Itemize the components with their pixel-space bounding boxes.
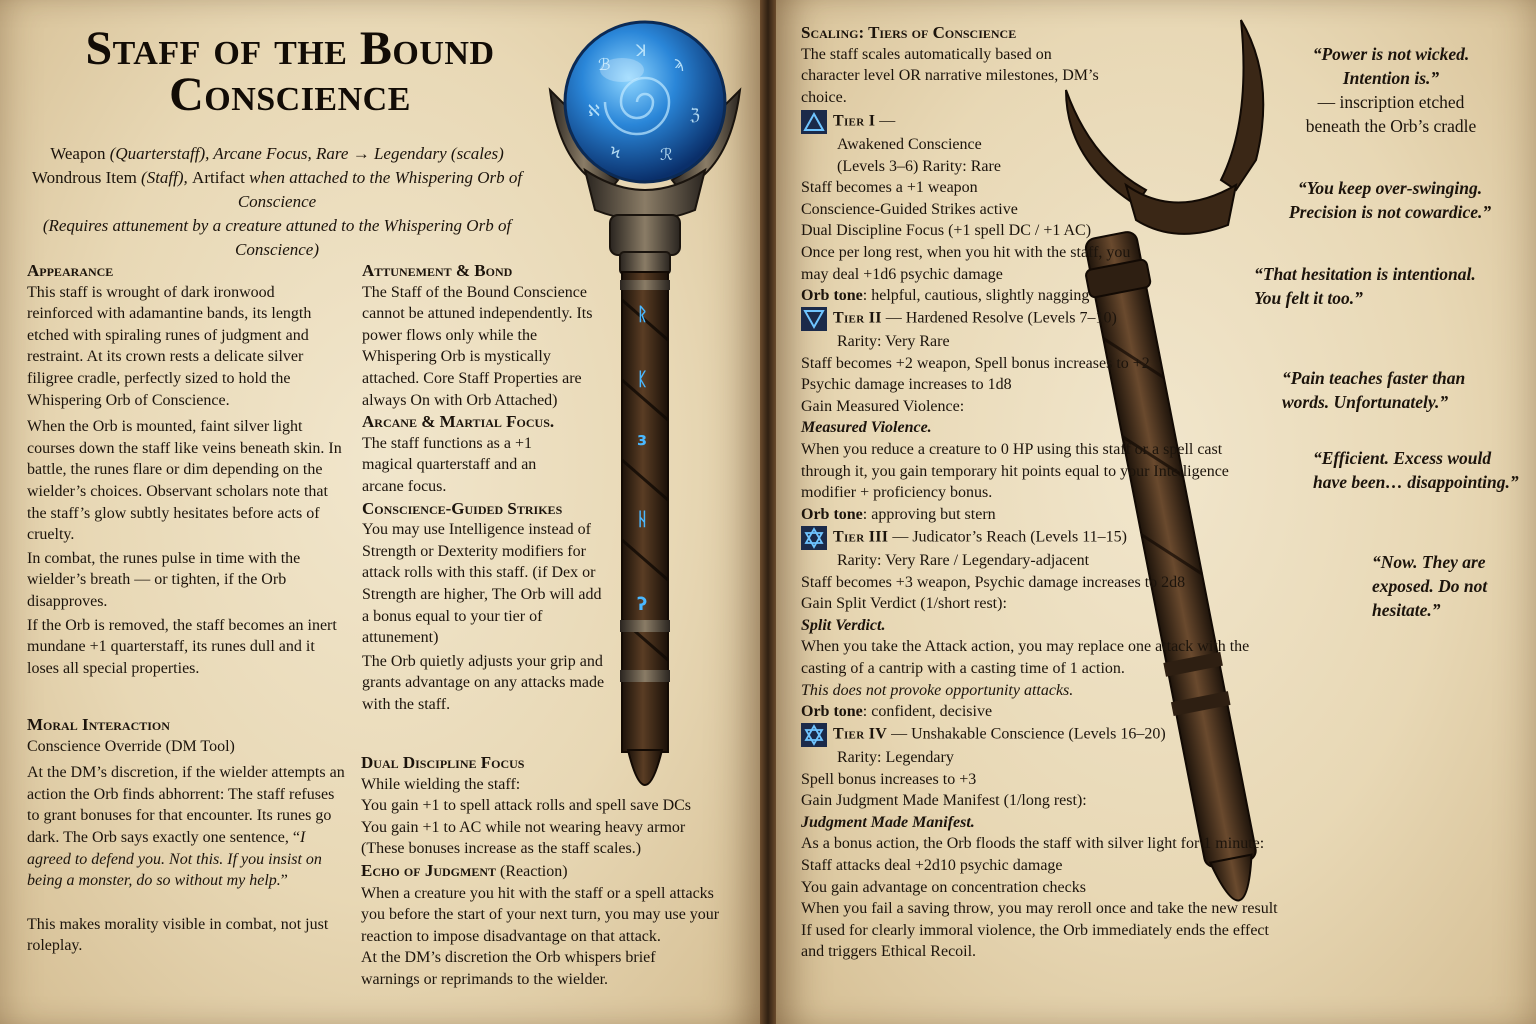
- subtitle-text: Wondrous Item: [31, 168, 142, 187]
- quote-line: Intention is.”: [1342, 68, 1440, 88]
- attunement-text: The Staff of the Bound Conscience cannot be attuned independently. Its power flows only while the Whispering Orb is mystically attached. Core Staff Properties are always On with Orb Attached): [362, 283, 593, 409]
- orb-tone: : confident, decisive: [862, 703, 993, 721]
- arcane-text: The staff functions as a +1 magical quarterstaff and an arcane focus.: [362, 434, 537, 495]
- subtitle-text: Artifact: [192, 168, 250, 187]
- moral-text: This makes morality visible in combat, not just roleplay.: [27, 915, 329, 955]
- tier-name: Tier III: [833, 528, 889, 546]
- moral-text-body: At the DM’s discretion, if the wielder attempts an action the Orb finds abhorrent: The staff refuses to grant bonuses for that encounter. Its runes go dark. The Orb says exactly one sentence, “: [27, 764, 345, 846]
- subtitle-text: (Quarterstaff), Arcane Focus, Rare → Legendary (scales): [109, 144, 504, 163]
- orb-tone-label: Orb tone: [801, 505, 863, 523]
- scaling-intro: The staff scales automatically based on character level OR narrative milestones, DM’s choice.: [801, 45, 1099, 106]
- tier-benefit: Staff becomes a +1 weapon: [801, 179, 978, 197]
- appearance-text: If the Orb is removed, the staff becomes an inert mundane +1 quarterstaff, its runes dull and it loses all special properties.: [27, 616, 337, 677]
- inscription-quote: [1276, 42, 1506, 138]
- svg-text:ᚺ: ᚺ: [637, 509, 648, 530]
- svg-text:ꓘ: ꓘ: [636, 41, 647, 60]
- tier-rarity: (Levels 3–6) Rarity: Rare: [837, 157, 1001, 175]
- tier-benefit: Gain Split Verdict (1/short rest):: [801, 595, 1007, 613]
- appearance-section: [27, 260, 342, 679]
- feature-name: Judgment Made Manifest.: [801, 813, 975, 831]
- book-gutter: [760, 0, 776, 1024]
- tier-title: Awakened Conscience: [837, 136, 982, 153]
- svg-text:ɜ: ɜ: [637, 429, 647, 450]
- moral-heading: Moral Interaction: [27, 715, 170, 734]
- dual-text: You gain +1 to spell attack rolls and spell save DCs: [361, 797, 692, 815]
- tier-dash: —: [875, 112, 896, 130]
- feature-name: Measured Violence.: [801, 419, 932, 437]
- right-page: [776, 0, 1536, 1024]
- tier-rarity: Rarity: Very Rare: [837, 333, 950, 350]
- tier-benefit: Conscience-Guided Strikes active: [801, 200, 1018, 218]
- attunement-requirement: (Requires attunement by a creature attuned to the Whispering Orb of Conscience): [42, 216, 512, 259]
- item-subtitle: [22, 142, 532, 262]
- scaling-section: [801, 22, 1111, 108]
- arcane-heading: Arcane & Martial Focus.: [362, 412, 555, 432]
- subtitle-text: Weapon: [50, 144, 110, 163]
- orb-quote-1: “You keep over-swinging. Precision is not cowardice.”: [1288, 178, 1492, 222]
- echo-text: At the DM’s discretion the Orb whispers brief warnings or reprimands to the wielder.: [361, 949, 656, 988]
- appearance-heading: Appearance: [27, 261, 114, 280]
- svg-text:Ϟ: Ϟ: [610, 143, 621, 162]
- appearance-text: This staff is wrought of dark ironwood reinforced with adamantine bands, its length etched with spiraling runes of judgment and restraint. At its crown rests a delicate silver filigree cradle, perfectly sized to hold the Whispering Orb of Conscience.: [27, 283, 312, 409]
- tier-rarity: Rarity: Very Rare / Legendary-adjacent: [837, 552, 1090, 569]
- tier-rarity: Rarity: Legendary: [837, 749, 954, 766]
- tier-name: Tier II: [833, 309, 882, 327]
- tier-title: — Hardened Resolve (Levels 7–10): [881, 309, 1117, 327]
- moral-interaction-section: [27, 714, 345, 957]
- tier-benefit: Staff becomes +2 weapon, Spell bonus increases to +2: [801, 354, 1150, 372]
- feature-text: When you fail a saving throw, you may reroll once and take the new result: [801, 900, 1278, 918]
- svg-text:ℬ: ℬ: [598, 55, 611, 74]
- tier-4-section: [801, 723, 1341, 963]
- tier-benefit: Gain Judgment Made Manifest (1/long rest):: [801, 792, 1087, 810]
- attunement-section: [362, 260, 612, 715]
- tier-1-section: [801, 110, 1251, 307]
- dual-text: (These bonuses increase as the staff scales.): [361, 840, 642, 858]
- left-page: [0, 0, 760, 1024]
- svg-text:ℛ: ℛ: [660, 145, 673, 164]
- svg-text:ℨ: ℨ: [690, 105, 700, 124]
- tier-triangle-down-icon: [801, 307, 827, 331]
- orb-quote: I agreed to defend you. Not this. If you insist on being a monster, do so without my help.: [27, 828, 322, 890]
- tier-hexagram-icon: [801, 723, 827, 747]
- svg-text:ᚱ: ᚱ: [637, 304, 648, 325]
- orb-quote-5: “Now. They are exposed. Do not hesitate.”: [1372, 552, 1488, 620]
- tier-3-section: [801, 526, 1261, 723]
- tier-benefit: Gain Measured Violence:: [801, 397, 965, 415]
- feature-text: When you take the Attack action, you may replace one attack with the casting of a cantrip with a casting time of 1 action.: [801, 638, 1250, 677]
- scaling-heading: Scaling: Tiers of Conscience: [801, 23, 1017, 42]
- feature-text: Staff attacks deal +2d10 psychic damage: [801, 856, 1063, 874]
- quote-line: “Power is not wicked.: [1312, 44, 1470, 64]
- orb-tone-label: Orb tone: [801, 287, 863, 305]
- feature-text: If used for clearly immoral violence, the Orb immediately ends the effect and triggers Ethical Recoil.: [801, 921, 1269, 961]
- appearance-text: In combat, the runes pulse in time with the wielder’s breath — or tighten, if the Orb disapproves.: [27, 549, 301, 610]
- dual-discipline-section: [361, 752, 741, 991]
- tier-title: — Unshakable Conscience (Levels 16–20): [887, 725, 1166, 743]
- moral-text-end: ”: [280, 872, 288, 890]
- tier-triangle-up-icon: [801, 110, 827, 134]
- attunement-heading: Attunement & Bond: [362, 261, 513, 280]
- svg-text:ℵ: ℵ: [588, 101, 600, 120]
- orb-tone-label: Orb tone: [801, 703, 863, 721]
- subtitle-text: (Staff),: [141, 168, 193, 187]
- echo-heading: Echo of Judgment: [361, 860, 497, 880]
- tier-benefit: Once per long rest, when you hit with the staff, you may deal +1d6 psychic damage: [801, 243, 1131, 283]
- orb-quote-4: “Efficient. Excess would have been… disappointing.”: [1313, 448, 1519, 492]
- orb-tone: : helpful, cautious, slightly nagging: [862, 287, 1090, 305]
- strikes-heading: Conscience-Guided Strikes: [362, 498, 563, 518]
- orb-quote-3: “Pain teaches faster than words. Unfortunately.”: [1282, 368, 1466, 412]
- echo-text: When a creature you hit with the staff or a spell attacks you before the start of your next turn, you may use your reaction to impose disadvantage on that attack.: [361, 884, 720, 945]
- moral-subheading: Conscience Override (DM Tool): [27, 737, 235, 755]
- orb-quote-2: “That hesitation is intentional. You felt it too.”: [1254, 264, 1476, 308]
- orb-tone: : approving but stern: [862, 505, 996, 523]
- tier-benefit: Spell bonus increases to +3: [801, 770, 977, 788]
- quote-attribution: — inscription etched: [1317, 92, 1465, 112]
- feature-text: This does not provoke opportunity attacks.: [801, 681, 1074, 699]
- svg-text:ᛕ: ᛕ: [637, 369, 648, 390]
- feature-text: As a bonus action, the Orb floods the staff with silver light for 1 minute:: [801, 835, 1265, 853]
- svg-text:ʔ: ʔ: [637, 594, 648, 615]
- strikes-text: The Orb quietly adjusts your grip and grants advantage on any attacks made with the staff.: [362, 652, 605, 713]
- quote-attribution: beneath the Orb’s cradle: [1305, 116, 1477, 136]
- feature-name: Split Verdict.: [801, 616, 886, 634]
- tier-name: Tier I: [833, 112, 876, 130]
- subtitle-text: when attached to the Whispering Orb of Conscience: [237, 168, 523, 211]
- moral-text: [27, 762, 345, 892]
- strikes-text: You may use Intelligence instead of Strength or Dexterity modifiers for attack rolls with this staff. (if Dex or Strength are higher, The Orb will add a bonus equal to your tier of attunement): [362, 521, 602, 647]
- appearance-text: When the Orb is mounted, faint silver light courses down the staff like veins beneath skin. In battle, the runes flare or dim depending on the wielder’s choices. Observant scholars note that the staff’s glow subtly hesitates before acts of cruelty.: [27, 418, 342, 544]
- svg-text:ϡ: ϡ: [674, 53, 685, 72]
- dual-text: While wielding the staff:: [361, 775, 521, 793]
- page-title: Staff of the Bound Conscience: [85, 22, 495, 121]
- tier-2-section: [801, 307, 1241, 525]
- dual-text: You gain +1 to AC while not wearing heavy armor: [361, 818, 686, 836]
- echo-tag: (Reaction): [496, 862, 568, 880]
- tier-name: Tier IV: [833, 725, 888, 743]
- tier-benefit: Dual Discipline Focus (+1 spell DC / +1 AC): [801, 222, 1092, 240]
- tier-benefit: Staff becomes +3 weapon, Psychic damage increases to 2d8: [801, 573, 1186, 591]
- tier-title: — Judicator’s Reach (Levels 11–15): [888, 528, 1127, 546]
- tier-benefit: Psychic damage increases to 1d8: [801, 376, 1012, 394]
- tier-hexagram-icon: [801, 526, 827, 550]
- feature-text: When you reduce a creature to 0 HP using this staff or a spell cast through it, you gain temporary hit points equal to your Intelligence modifier + proficiency bonus.: [801, 440, 1229, 502]
- dual-heading: Dual Discipline Focus: [361, 753, 525, 772]
- feature-text: You gain advantage on concentration checks: [801, 878, 1086, 896]
